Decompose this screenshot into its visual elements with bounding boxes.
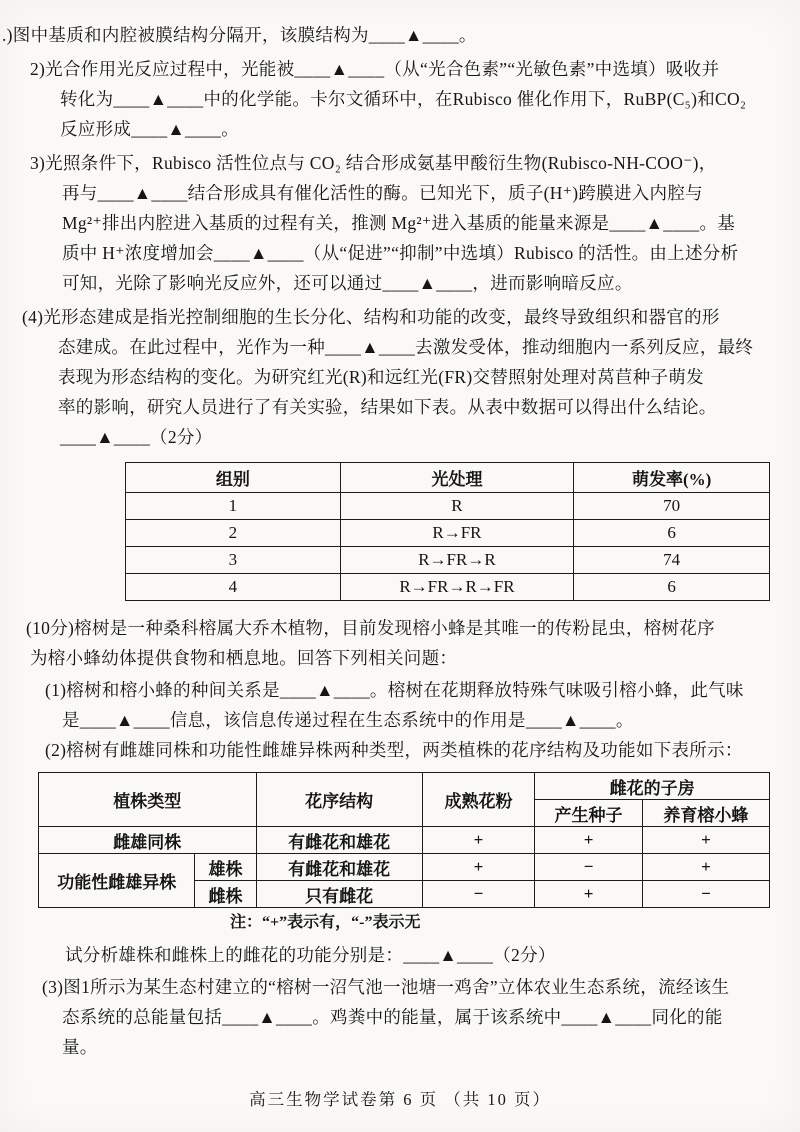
table-row [126, 493, 770, 520]
germination-table [125, 462, 770, 601]
question-3-line-1: 3)光照条件下，Rubisco 活性位点与 CO₂ 结合形成氨基甲酸衍生物(Rubisco-NH-COO⁻)， [30, 153, 717, 173]
table-note: 注：“+”表示有，“-”表示无 [230, 914, 421, 931]
table-header-cell: 花序结构 [256, 773, 422, 827]
table-cell: 6 [574, 520, 770, 547]
question-4-answer-blank-line: ____▲____（2分） [60, 427, 213, 447]
table-header-cell: 产生种子 [535, 800, 643, 827]
table-cell: 只有雌花 [256, 881, 422, 908]
table-header-row [126, 463, 770, 493]
table-cell: + [535, 827, 643, 854]
table-cell: 2 [126, 520, 341, 547]
table-cell: 有雌花和雄花 [256, 827, 422, 854]
question-2-line-2: 转化为____▲____中的化学能。卡尔文循环中，在Rubisco 催化作用下，RuBP(C₅)和CO₂ [60, 89, 747, 109]
table-cell: − [535, 854, 643, 881]
question-2-line-1: 2)光合作用光反应过程中，光能被____▲____（从“光合色素”“光敏色素”中选填）吸收并 [30, 59, 720, 79]
table-header-cell: 组别 [126, 463, 341, 493]
question-10pt-line-1: (10分)榕树是一种桑科榕属大乔木植物，目前发现榕小蜂是其唯一的传粉昆虫，榕树花序 [26, 618, 715, 638]
table-row [126, 520, 770, 547]
table-cell: 74 [574, 547, 770, 574]
table-cell: R→FR→R [340, 547, 574, 574]
table-cell: 有雌花和雄花 [256, 854, 422, 881]
table-row [39, 827, 770, 854]
table-header-cell: 光处理 [340, 463, 574, 493]
table-cell: R→FR→R→FR [340, 574, 574, 601]
subquestion-1-line-2: 是____▲____信息，该信息传递过程在生态系统中的作用是____▲____。 [62, 710, 634, 730]
table-cell: 功能性雌雄异株 [39, 854, 195, 908]
question-3-line-3: Mg²⁺排出内腔进入基质的过程有关，推测 Mg²⁺进入基质的能量来源是____▲____。基 [62, 213, 736, 233]
table-cell: R [340, 493, 574, 520]
question-10pt-line-2: 为榕小蜂幼体提供食物和栖息地。回答下列相关问题： [30, 648, 458, 668]
subquestion-3-line-1: (3)图1所示为某生态村建立的“榕树一沼气池一池塘一鸡舍”立体农业生态系统，流经该生 [42, 977, 730, 997]
page-footer: 高三生物学试卷第 6 页 （共 10 页） [249, 1090, 551, 1109]
table-cell: + [422, 854, 534, 881]
table-row [126, 547, 770, 574]
table-header-cell: 成熟花粉 [422, 773, 534, 827]
question-1-tail-line: .)图中基质和内腔被膜结构分隔开，该膜结构为____▲____。 [2, 25, 477, 45]
table-cell: − [642, 881, 769, 908]
table-header-cell: 植株类型 [39, 773, 257, 827]
question-3-line-5: 可知，光除了影响光反应外，还可以通过____▲____，进而影响暗反应。 [62, 273, 633, 293]
subquestion-3-line-2: 态系统的总能量包括____▲____。鸡粪中的能量，属于该系统中____▲____同化的能 [62, 1007, 723, 1027]
question-4-line-1: (4)光形态建成是指光控制细胞的生长分化、结构和功能的改变，最终导致组织和器官的形 [22, 307, 720, 327]
table-cell: 1 [126, 493, 341, 520]
table-row [126, 574, 770, 601]
table-cell: 雌雄同株 [39, 827, 257, 854]
table-header-cell: 养育榕小蜂 [642, 800, 769, 827]
subquestion-2-line-1: (2)榕树有雌雄同株和功能性雌雄异株两种类型，两类植株的花序结构及功能如下表所示： [45, 740, 743, 760]
question-3-line-4: 质中 H⁺浓度增加会____▲____（从“促进”“抑制”中选填）Rubisco 的活性。由上述分析 [62, 243, 739, 263]
table-cell: 3 [126, 547, 341, 574]
table-header-cell: 雌花的子房 [535, 773, 770, 800]
table-cell: + [642, 827, 769, 854]
table-row [39, 854, 770, 881]
table-cell: 雄株 [195, 854, 256, 881]
table-cell: 6 [574, 574, 770, 601]
question-4-line-2: 态建成。在此过程中，光作为一种____▲____去激发受体，推动细胞内一系列反应，最终 [58, 337, 754, 357]
flower-structure-table [38, 772, 770, 908]
table-cell: + [535, 881, 643, 908]
question-3-line-2: 再与____▲____结合形成具有催化活性的酶。已知光下，质子(H⁺)跨膜进入内腔与 [62, 183, 703, 203]
table-header-cell: 萌发率(%) [574, 463, 770, 493]
table-cell: 雌株 [195, 881, 256, 908]
table-header-row [39, 773, 770, 800]
question-2-line-3: 反应形成____▲____。 [60, 119, 240, 139]
table-cell: R→FR [340, 520, 574, 547]
table-cell: 4 [126, 574, 341, 601]
subquestion-1-line-1: (1)榕树和榕小蜂的种间关系是____▲____。榕树在花期释放特殊气味吸引榕小蜂，此气味 [45, 680, 744, 700]
subquestion-2-analysis-line: 试分析雄株和雌株上的雌花的功能分别是：____▲____（2分） [65, 945, 556, 965]
table-cell: + [422, 827, 534, 854]
question-4-line-3: 表现为形态结构的变化。为研究红光(R)和远红光(FR)交替照射处理对莴苣种子萌发 [58, 367, 704, 387]
question-4-line-4: 率的影响，研究人员进行了有关实验，结果如下表。从表中数据可以得出什么结论。 [58, 397, 717, 417]
table-cell: 70 [574, 493, 770, 520]
table-cell: + [642, 854, 769, 881]
subquestion-3-line-3: 量。 [62, 1037, 98, 1057]
table-cell: − [422, 881, 534, 908]
